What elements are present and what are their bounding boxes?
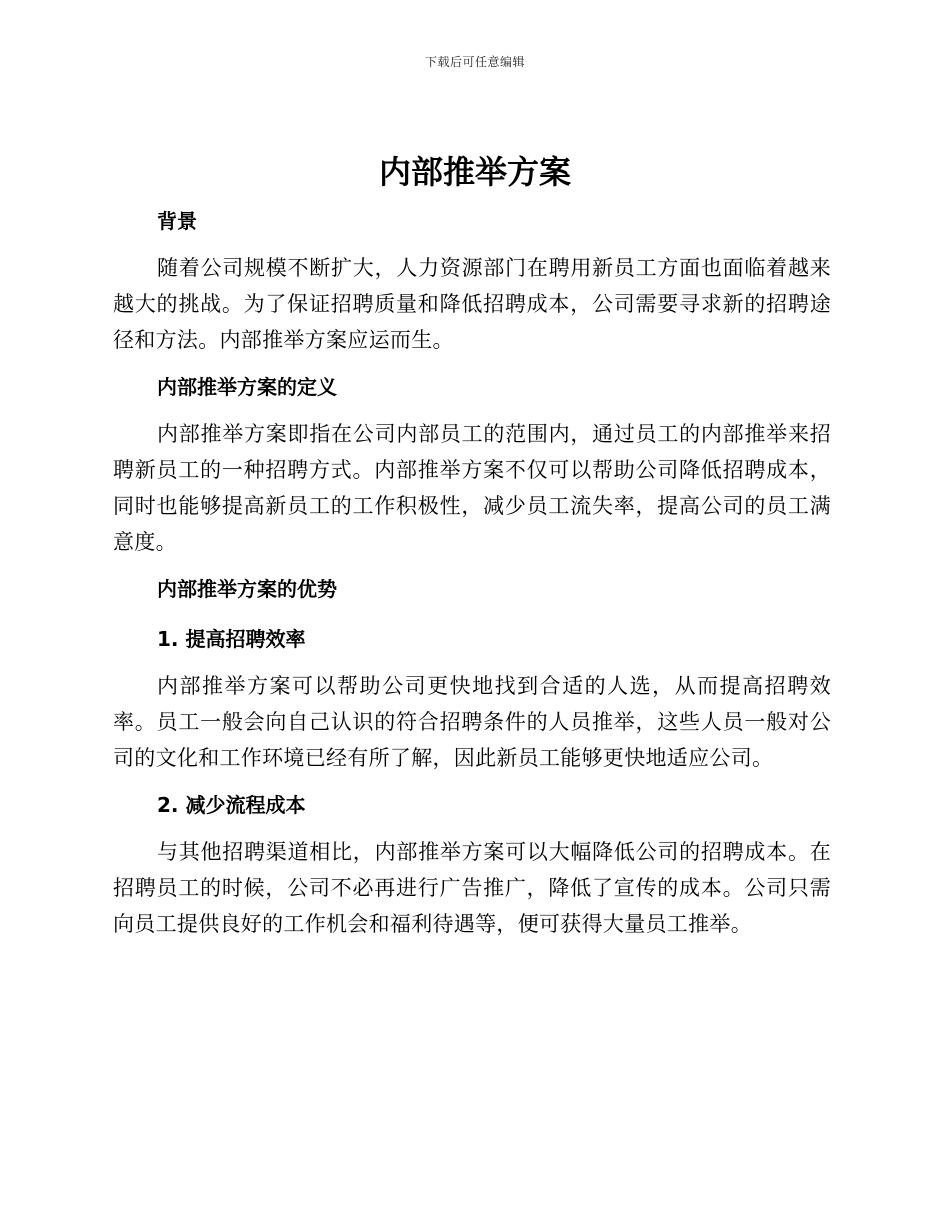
paragraph-definition: 内部推举方案即指在公司内部员工的范围内，通过员工的内部推举来招聘新员工的一种招聘方式。内部推举方案不仅可以帮助公司降低招聘成本，同时也能够提高新员工的工作积极性，减少员工流失率，提高公司的员工满意度。: [113, 422, 831, 554]
section-heading-definition: 内部推举方案的定义: [157, 375, 337, 399]
paragraph-efficiency: 内部推举方案可以帮助公司更快地找到合适的人选，从而提高招聘效率。员工一般会向自己认识的符合招聘条件的人员推举，这些人员一般对公司的文化和工作环境已经有所了解，因此新员工能够更快地适应公司。: [113, 674, 831, 770]
subsection-heading-cost: 2. 减少流程成本: [157, 793, 306, 817]
header-note: 下载后可任意编辑: [424, 55, 525, 69]
paragraph-background: 随着公司规模不断扩大，人力资源部门在聘用新员工方面也面临着越来越大的挑战。为了保证招聘质量和降低招聘成本，公司需要寻求新的招聘途径和方法。内部推举方案应运而生。: [113, 256, 831, 352]
subsection-heading-efficiency: 1. 提高招聘效率: [157, 627, 306, 651]
document-body: [113, 196, 831, 946]
section-heading-background: 背景: [157, 209, 197, 233]
document-title: 内部推举方案: [378, 153, 571, 191]
section-heading-advantages: 内部推举方案的优势: [157, 577, 337, 601]
paragraph-cost: 与其他招聘渠道相比，内部推举方案可以大幅降低公司的招聘成本。在招聘员工的时候，公司不必再进行广告推广，降低了宣传的成本。公司只需向员工提供良好的工作机会和福利待遇等，便可获得大量员工推举。: [113, 840, 831, 936]
